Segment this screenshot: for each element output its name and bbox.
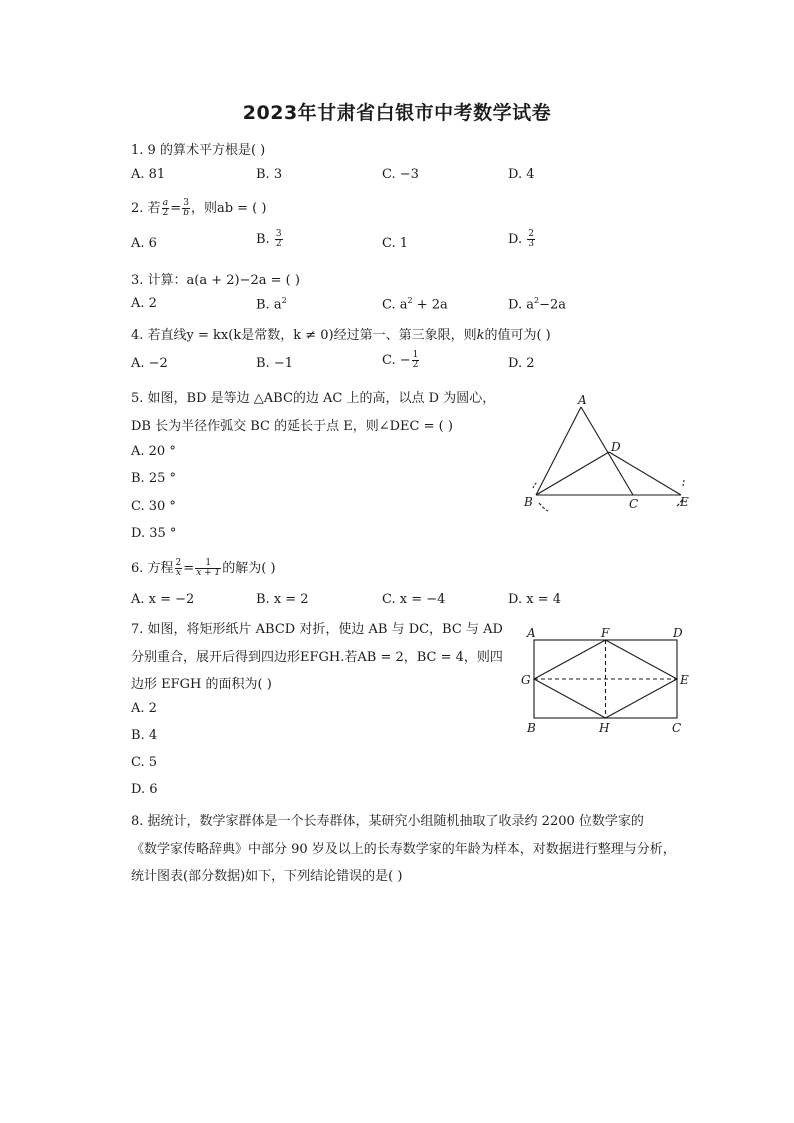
q2-frac2-den: b (183, 208, 189, 218)
question-1-stem: 1. 9 的算术平方根是( ) (131, 143, 266, 158)
question-8-line-1: 8. 据统计，数学家群体是一个长寿群体，某研究小组随机抽取了收录约 2200 位数学家的 (131, 814, 644, 829)
q3-c-exp: 2 (407, 296, 413, 305)
q2-fraction-1 (162, 199, 170, 218)
q3-d-base: D. a (508, 297, 534, 313)
q7-label-e: E (680, 673, 689, 687)
q7-label-f: F (601, 626, 610, 640)
q4-stem-post: 的值可为( ) (484, 328, 551, 343)
q6-option-a[interactable]: A. x = −2 (131, 592, 195, 607)
q1-option-d[interactable]: D. 4 (508, 167, 535, 182)
q3-option-a[interactable]: A. 2 (131, 296, 157, 311)
q5-arc-near-b-2 (533, 482, 537, 488)
q5-label-d: D (611, 440, 621, 454)
q2-option-d[interactable] (508, 230, 536, 249)
q5-arc-near-e-2 (683, 478, 684, 486)
q5-label-a: A (578, 393, 587, 407)
q5-arc-near-b (539, 503, 548, 511)
q3-option-c[interactable] (382, 296, 448, 312)
q1-option-b[interactable]: B. 3 (256, 167, 283, 182)
q3-b-exp: 2 (281, 296, 287, 305)
q5-label-e: E (680, 495, 689, 509)
q7-label-h: H (599, 721, 610, 735)
question-2-stem (131, 197, 266, 218)
q3-option-d[interactable] (508, 296, 566, 312)
q4-c-label: C. − (382, 353, 411, 368)
q6-prefix: 6. 方程 (131, 561, 174, 576)
question-5-line-2: DB 长为半径作弧交 BC 的延长于点 E，则∠DEC = ( ) (131, 419, 453, 434)
q7-label-a: A (527, 626, 536, 640)
q5-option-b[interactable]: B. 25 ° (131, 471, 176, 486)
q2-d-num: 2 (528, 229, 534, 239)
q2-option-b-frac (275, 230, 283, 249)
q4-option-b[interactable]: B. −1 (256, 356, 293, 371)
q4-option-c[interactable] (382, 351, 420, 370)
q7-label-g: G (521, 673, 531, 687)
q4-k: k (476, 328, 485, 343)
q2-prefix: 2. 若 (131, 201, 161, 216)
q6-fraction-2 (195, 559, 221, 578)
q3-c-base: C. a (382, 297, 408, 313)
q5-option-a[interactable]: A. 20 ° (131, 444, 176, 459)
q2-equals: = (170, 201, 182, 216)
q2-frac2-num: 3 (183, 198, 189, 208)
q6-equals: = (183, 561, 195, 576)
q3-d-exp: 2 (533, 296, 540, 305)
q2-option-c[interactable]: C. 1 (382, 236, 409, 251)
q2-option-d-label: D. (508, 232, 523, 247)
q6-option-b[interactable]: B. x = 2 (256, 592, 309, 607)
q7-label-b: B (527, 721, 536, 735)
q6-option-d[interactable]: D. x = 4 (508, 592, 561, 607)
q1-option-c[interactable]: C. −3 (382, 167, 419, 182)
question-7-line-1: 7. 如图，将矩形纸片 ABCD 对折，使边 AB 与 DC，BC 与 AD (131, 622, 503, 637)
q6-option-c[interactable]: C. x = −4 (382, 592, 446, 607)
question-7-line-3: 边形 EFGH 的面积为( ) (131, 677, 272, 692)
q3-c-rest: + 2a (412, 297, 448, 313)
q4-c-frac (412, 351, 420, 370)
q3-b-base: B. a (256, 297, 282, 313)
q5-option-c[interactable]: C. 30 ° (131, 499, 176, 514)
q6-frac1-den: x (175, 568, 181, 578)
q7-label-d: D (673, 626, 683, 640)
q7-option-d[interactable]: D. 6 (131, 782, 158, 797)
q4-c-den: 2 (412, 360, 419, 370)
q2-option-a[interactable]: A. 6 (131, 236, 157, 251)
q2-suffix: ，则ab = ( ) (190, 201, 267, 216)
q5-triangle-figure (515, 390, 700, 515)
q6-frac1-num: 2 (175, 558, 182, 568)
q2-option-b[interactable] (256, 230, 284, 249)
q2-d-den: 3 (528, 239, 534, 249)
q6-frac2-den: x + 1 (196, 568, 221, 578)
q5-side-ac (581, 407, 633, 495)
q1-option-a[interactable]: A. 81 (131, 167, 166, 182)
q7-option-a[interactable]: A. 2 (131, 701, 157, 716)
question-7-line-2: 分别重合，展开后得到四边形EFGH.若AB = 2，BC = 4，则四 (131, 650, 503, 665)
question-4-stem (131, 324, 551, 343)
q6-suffix: 的解为( ) (222, 561, 276, 576)
q2-option-b-label: B. (256, 232, 270, 247)
q2-frac1-num: a (162, 198, 169, 208)
q6-fraction-1 (175, 559, 183, 578)
q7-label-c: C (672, 721, 682, 735)
q4-c-num: 1 (412, 350, 419, 360)
q7-option-c[interactable]: C. 5 (131, 755, 158, 770)
q2-frac1-den: 2 (162, 208, 169, 218)
q7-option-b[interactable]: B. 4 (131, 728, 158, 743)
q4-option-d[interactable]: D. 2 (508, 356, 535, 371)
question-5-line-1: 5. 如图，BD 是等边 △ABC的边 AC 上的高，以点 D 为圆心， (131, 391, 496, 406)
q7-rectangle-figure (515, 622, 700, 737)
q5-label-b: B (524, 495, 533, 509)
q3-option-b[interactable] (256, 296, 287, 312)
q5-label-c: C (629, 497, 639, 511)
question-8-line-2: 《数学家传略辞典》中部分 90 岁及以上的长寿数学家的年龄为样本，对数据进行整理与分析， (131, 842, 676, 857)
question-8-line-3: 统计图表(部分数据)如下，下列结论错误的是( ) (131, 869, 403, 884)
q2-fraction-2 (182, 199, 190, 218)
question-3-stem: 3. 计算：a(a + 2)−2a = ( ) (131, 273, 300, 288)
q4-stem-pre: 4. 若直线y = kx(k是常数，k ≠ 0)经过第一、第三象限，则 (131, 328, 477, 343)
q2-option-d-frac (527, 230, 535, 249)
q6-frac2-num: 1 (195, 559, 221, 569)
question-6-stem (131, 557, 276, 578)
q2-b-den: 2 (275, 239, 282, 249)
q3-d-rest: −2a (539, 297, 566, 313)
q4-option-a[interactable]: A. −2 (131, 356, 168, 371)
q5-option-d[interactable]: D. 35 ° (131, 526, 177, 541)
page-title: 2023年甘肃省白银市中考数学试卷 (242, 102, 552, 124)
q2-b-num: 3 (275, 229, 282, 239)
